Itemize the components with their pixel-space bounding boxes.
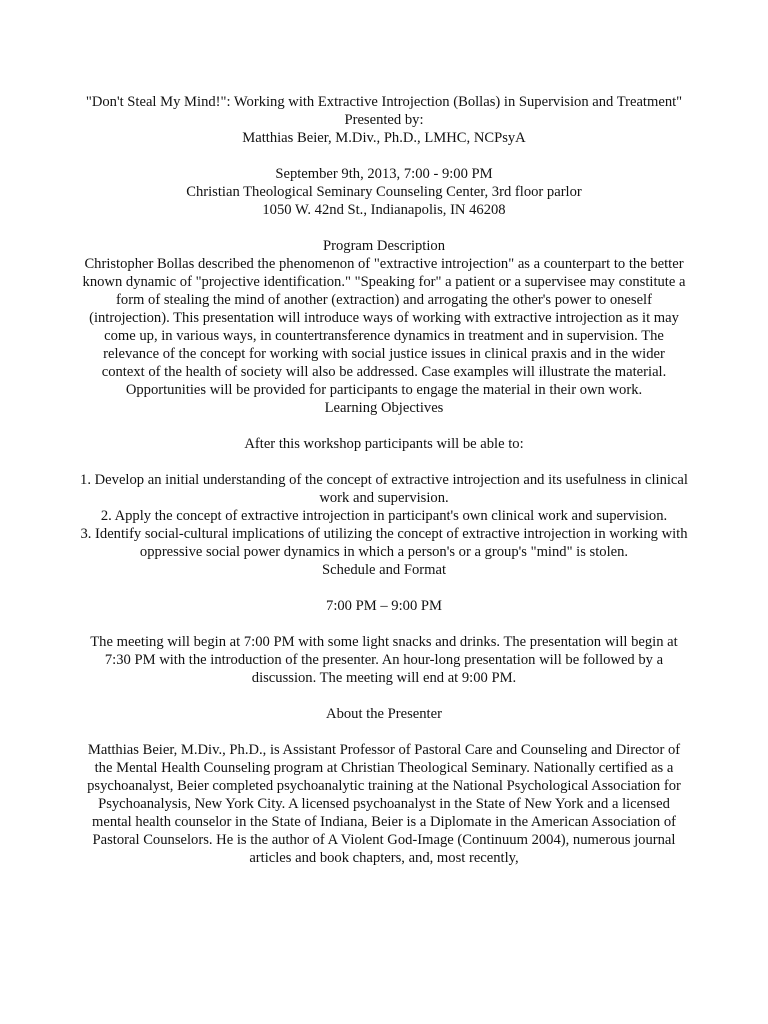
program-description-text: Christopher Bollas described the phenomenon of "extractive introjection" as a counterpart to the better known dynamic of "projective identification." "Speaking for" a patient or a supervisee may constitute a form of stealing the mind of another (extraction) and arrogating the other's power to oneself (introjection). This presentation will introduce ways of working with extractive introjection as it may come up, in various ways, in countertransference dynamics in treatment and in supervision. The relevance of the concept for working with social justice issues in clinical praxis and in the wider context of the health of society will also be addressed. Case examples will illustrate the material. Opportunities will be provided for participants to engage the material in their own work. xyxy=(82,256,686,398)
spacer xyxy=(80,219,688,237)
schedule-text: The meeting will begin at 7:00 PM with some light snacks and drinks. The presentation will begin at 7:30 PM with the introduction of the presenter. An hour-long presentation will be followed by a discussion. The meeting will end at 9:00 PM. xyxy=(90,634,678,686)
spacer xyxy=(80,687,688,705)
schedule-heading: Schedule and Format xyxy=(321,562,447,578)
learning-objectives-heading: Learning Objectives xyxy=(324,400,444,416)
spacer xyxy=(80,453,688,471)
document-body xyxy=(80,93,688,867)
event-address: 1050 W. 42nd St., Indianapolis, IN 46208 xyxy=(262,202,506,218)
spacer xyxy=(80,579,688,597)
spacer xyxy=(80,615,688,633)
objectives-intro: After this workshop participants will be able to: xyxy=(244,436,524,452)
event-date-time: September 9th, 2013, 7:00 - 9:00 PM xyxy=(275,166,493,182)
program-description-heading: Program Description xyxy=(323,238,445,254)
spacer xyxy=(80,147,688,165)
document-title: "Don't Steal My Mind!": Working with Extractive Introjection (Bollas) in Supervision and Treatment" xyxy=(85,94,683,110)
spacer xyxy=(80,417,688,435)
spacer xyxy=(80,723,688,741)
event-venue: Christian Theological Seminary Counseling Center, 3rd floor parlor xyxy=(186,184,582,200)
about-presenter-heading: About the Presenter xyxy=(326,706,442,722)
objective-item: 2. Apply the concept of extractive introjection in participant's own clinical work and supervision. xyxy=(100,508,668,524)
schedule-time: 7:00 PM – 9:00 PM xyxy=(326,598,442,614)
presenter-name: Matthias Beier, M.Div., Ph.D., LMHC, NCPsyA xyxy=(242,130,526,146)
presented-by-label: Presented by: xyxy=(344,112,424,128)
about-presenter-text: Matthias Beier, M.Div., Ph.D., is Assistant Professor of Pastoral Care and Counseling and Director of the Mental Health Counseling program at Christian Theological Seminary. Nationally certified as a psychoanalyst, Beier completed psychoanalytic training at the National Psychological Association for Psychoanalysis, New York City. A licensed psychoanalyst in the State of New York and a licensed mental health counselor in the State of Indiana, Beier is a Diplomate in the American Association of Pastoral Counselors. He is the author of A Violent God-Image (Continuum 2004), numerous journal articles and book chapters, and, most recently, xyxy=(87,742,681,866)
objective-item: 3. Identify social-cultural implications of utilizing the concept of extractive introjection in working with oppressive social power dynamics in which a person's or a group's "mind" is stolen. xyxy=(80,526,688,560)
objective-item: 1. Develop an initial understanding of the concept of extractive introjection and its usefulness in clinical work and supervision. xyxy=(80,472,688,506)
